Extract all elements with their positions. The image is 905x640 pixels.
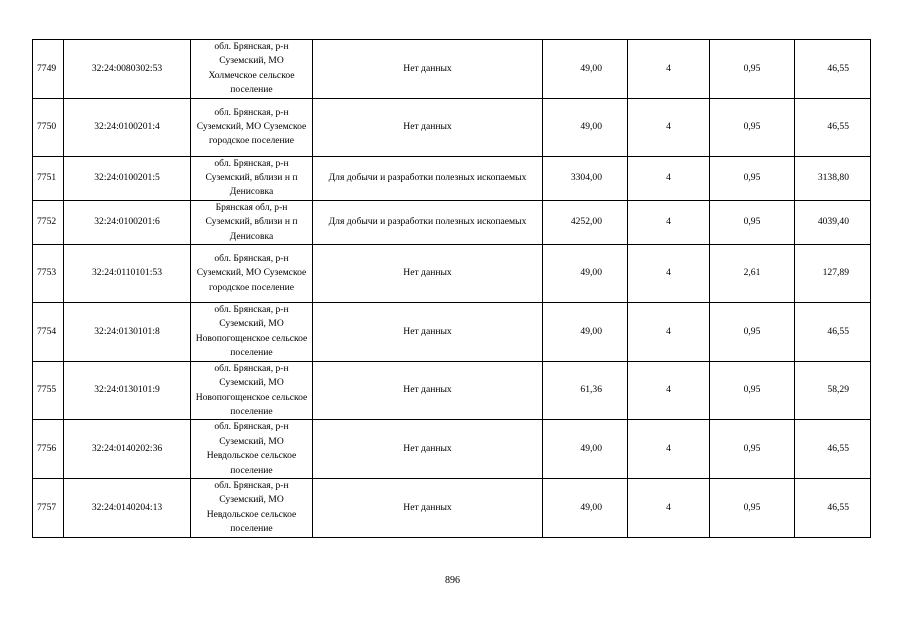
area-cell: 49,00 <box>543 478 628 537</box>
table-row <box>33 361 871 420</box>
page-number: 896 <box>445 575 460 586</box>
cadastral-number-cell: 32:24:0140202:36 <box>64 420 191 479</box>
row-number-cell: 7750 <box>33 98 64 156</box>
address-cell: обл. Брянская, р-н Суземский, МО Суземское городское поселение <box>191 98 313 156</box>
total-cell: 46,55 <box>795 303 871 362</box>
rate-cell: 0,95 <box>710 40 795 99</box>
cadastral-number-cell: 32:24:0130101:9 <box>64 361 191 420</box>
land-use-cell: Нет данных <box>313 420 543 479</box>
rate-cell: 0,95 <box>710 200 795 244</box>
address-cell: обл. Брянская, р-н Суземский, МО Невдольское сельское поселение <box>191 420 313 479</box>
total-cell: 58,29 <box>795 361 871 420</box>
rate-cell: 0,95 <box>710 361 795 420</box>
area-cell: 49,00 <box>543 98 628 156</box>
group-cell: 4 <box>628 420 710 479</box>
rate-cell: 0,95 <box>710 420 795 479</box>
total-cell: 46,55 <box>795 40 871 99</box>
rate-cell: 0,95 <box>710 156 795 200</box>
group-cell: 4 <box>628 40 710 99</box>
land-use-cell: Нет данных <box>313 40 543 99</box>
group-cell: 4 <box>628 245 710 303</box>
total-cell: 46,55 <box>795 420 871 479</box>
table-row <box>33 98 871 156</box>
group-cell: 4 <box>628 200 710 244</box>
land-use-cell: Для добычи и разработки полезных ископаемых <box>313 156 543 200</box>
rate-cell: 0,95 <box>710 98 795 156</box>
row-number-cell: 7754 <box>33 303 64 362</box>
row-number-cell: 7757 <box>33 478 64 537</box>
area-cell: 49,00 <box>543 303 628 362</box>
table-row <box>33 245 871 303</box>
row-number-cell: 7756 <box>33 420 64 479</box>
area-cell: 61,36 <box>543 361 628 420</box>
address-cell: обл. Брянская, р-н Суземский, МО Новопогощенское сельское поселение <box>191 361 313 420</box>
area-cell: 49,00 <box>543 40 628 99</box>
rate-cell: 2,61 <box>710 245 795 303</box>
group-cell: 4 <box>628 361 710 420</box>
total-cell: 4039,40 <box>795 200 871 244</box>
group-cell: 4 <box>628 478 710 537</box>
address-cell: обл. Брянская, р-н Суземский, вблизи н п Денисовка <box>191 156 313 200</box>
total-cell: 127,89 <box>795 245 871 303</box>
row-number-cell: 7753 <box>33 245 64 303</box>
address-cell: обл. Брянская, р-н Суземский, МО Суземское городское поселение <box>191 245 313 303</box>
row-number-cell: 7752 <box>33 200 64 244</box>
table-row <box>33 40 871 99</box>
cadastral-number-cell: 32:24:0100201:5 <box>64 156 191 200</box>
group-cell: 4 <box>628 303 710 362</box>
total-cell: 3138,80 <box>795 156 871 200</box>
row-number-cell: 7751 <box>33 156 64 200</box>
land-use-cell: Нет данных <box>313 478 543 537</box>
land-use-cell: Нет данных <box>313 245 543 303</box>
cadastral-number-cell: 32:24:0100201:4 <box>64 98 191 156</box>
table-row <box>33 200 871 244</box>
cadastral-number-cell: 32:24:0110101:53 <box>64 245 191 303</box>
table-row <box>33 303 871 362</box>
cadastral-number-cell: 32:24:0080302:53 <box>64 40 191 99</box>
land-use-cell: Для добычи и разработки полезных ископаемых <box>313 200 543 244</box>
rate-cell: 0,95 <box>710 478 795 537</box>
table-row <box>33 420 871 479</box>
address-cell: Брянская обл, р-н Суземский, вблизи н п Денисовка <box>191 200 313 244</box>
address-cell: обл. Брянская, р-н Суземский, МО Холмечское сельское поселение <box>191 40 313 99</box>
land-use-cell: Нет данных <box>313 303 543 362</box>
row-number-cell: 7755 <box>33 361 64 420</box>
area-cell: 4252,00 <box>543 200 628 244</box>
cadastral-number-cell: 32:24:0140204:13 <box>64 478 191 537</box>
area-cell: 49,00 <box>543 420 628 479</box>
land-registry-table <box>32 39 871 538</box>
row-number-cell: 7749 <box>33 40 64 99</box>
land-use-cell: Нет данных <box>313 98 543 156</box>
total-cell: 46,55 <box>795 478 871 537</box>
table-row <box>33 478 871 537</box>
area-cell: 49,00 <box>543 245 628 303</box>
group-cell: 4 <box>628 156 710 200</box>
rate-cell: 0,95 <box>710 303 795 362</box>
group-cell: 4 <box>628 98 710 156</box>
total-cell: 46,55 <box>795 98 871 156</box>
address-cell: обл. Брянская, р-н Суземский, МО Новопогощенское сельское поселение <box>191 303 313 362</box>
address-cell: обл. Брянская, р-н Суземский, МО Невдольское сельское поселение <box>191 478 313 537</box>
cadastral-number-cell: 32:24:0100201:6 <box>64 200 191 244</box>
land-use-cell: Нет данных <box>313 361 543 420</box>
table-row <box>33 156 871 200</box>
area-cell: 3304,00 <box>543 156 628 200</box>
cadastral-number-cell: 32:24:0130101:8 <box>64 303 191 362</box>
